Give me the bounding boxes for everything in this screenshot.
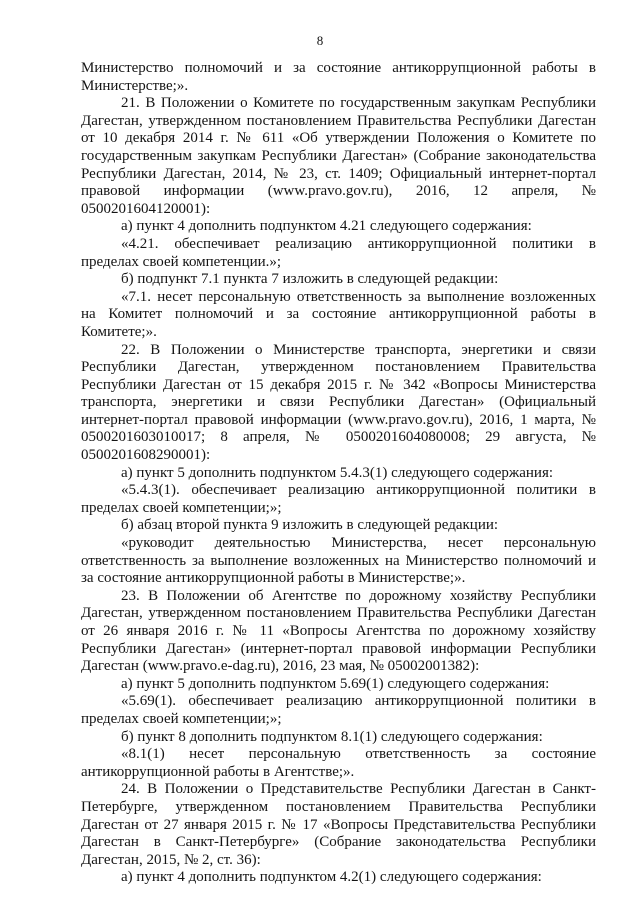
paragraph: «руководит деятельностью Министерства, несет персональную ответственность за выполнение возложенных на Министерство полномочий и за состояние антикоррупционной работы в Министерстве;». xyxy=(81,535,596,587)
paragraph: Министерство полномочий и за состояние антикоррупционной работы в Министерстве;». xyxy=(81,60,596,94)
paragraph: а) пункт 4 дополнить подпунктом 4.21 следующего содержания: xyxy=(121,218,532,235)
page-number: 8 xyxy=(316,33,324,48)
paragraph: «5.69(1). обеспечивает реализацию антикоррупционной политики в пределах своей компетенции;»; xyxy=(81,693,596,727)
paragraph: б) абзац второй пункта 9 изложить в следующей редакции: xyxy=(121,517,499,534)
paragraph: «7.1. несет персональную ответственность за выполнение возложенных на Комитет полномочий и за состояние антикоррупционной работы в Комитете;». xyxy=(81,288,596,340)
paragraph: б) пункт 8 дополнить подпунктом 8.1(1) следующего содержания: xyxy=(121,728,543,745)
paragraph: «5.4.3(1). обеспечивает реализацию антикоррупционной политики в пределах своей компетенции;»; xyxy=(81,482,596,516)
paragraph: а) пункт 5 дополнить подпунктом 5.69(1) следующего содержания: xyxy=(121,675,550,692)
paragraph: 22. В Положении о Министерстве транспорта, энергетики и связи Республики Дагестан, утвержденном постановлением Правительства Республики Дагестан от 15 декабря 2015 г. № 342 «Вопросы Министерства транспорта, энергетики и связи Республики Дагестан» (Официальный интернет-портал правовой информации (www.pravo.gov.ru), 2016, 1 марта, № 0500201603010017; 8 апреля, № 0500201604080008; 29 августа, № 0500201608290001): xyxy=(81,341,596,464)
paragraph: «8.1(1) несет персональную ответственность за состояние антикоррупционной работы в Агентстве;». xyxy=(81,746,596,780)
paragraph: а) пункт 5 дополнить подпунктом 5.4.3(1) следующего содержания: xyxy=(121,464,554,481)
document-body xyxy=(81,60,596,887)
paragraph: 24. В Положении о Представительстве Республики Дагестан в Санкт-Петербурге, утвержденном постановлением Правительства Республики Дагестан от 27 января 2015 г. № 17 «Вопросы Представительства Республики Дагестан в Санкт-Петербурге» (Собрание законодательства Республики Дагестан, 2015, № 2, ст. 36): xyxy=(81,781,596,868)
paragraph: 21. В Положении о Комитете по государственным закупкам Республики Дагестан, утвержденном постановлением Правительства Республики Дагестан от 10 декабря 2014 г. № 611 «Об утверждении Положения о Комитете по государственным закупкам Республики Дагестан» (Собрание законодательства Республики Дагестан, 2014, № 23, ст. 1409; Официальный интернет-портал правовой информации (www.pravo.gov.ru), 2016, 12 апреля, № 0500201604120001): xyxy=(81,95,596,217)
paragraph: б) подпункт 7.1 пункта 7 изложить в следующей редакции: xyxy=(121,271,499,288)
paragraph: «4.21. обеспечивает реализацию антикоррупционной политики в пределах своей компетенции.»; xyxy=(81,235,596,270)
paragraph: 23. В Положении об Агентстве по дорожному хозяйству Республики Дагестан, утвержденном постановлением Правительства Республики Дагестан от 26 января 2016 г. № 11 «Вопросы Агентства по дорожному хозяйству Республики Дагестан» (интернет-портал правовой информации Республики Дагестан (www.pravo.e-dag.ru), 2016, 23 мая, № 05002001382): xyxy=(81,587,596,675)
paragraph: а) пункт 4 дополнить подпунктом 4.2(1) следующего содержания: xyxy=(121,869,542,886)
